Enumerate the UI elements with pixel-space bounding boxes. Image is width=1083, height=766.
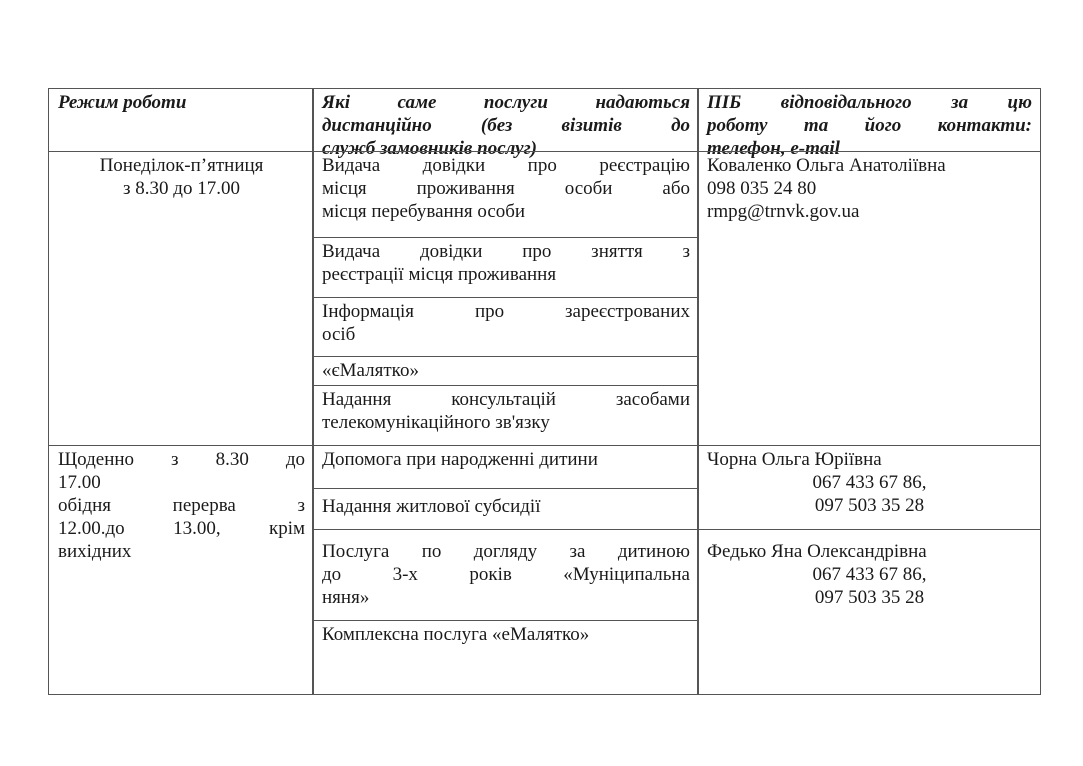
header-contact	[697, 88, 1041, 159]
row1-service-3	[312, 297, 699, 357]
service-line: Допомога при народженні дитини	[322, 449, 598, 470]
header-schedule-text: Режим роботи	[58, 92, 187, 113]
contact-name: Чорна Ольга Юріївна	[707, 449, 882, 470]
service-line: Надання консультацій засобами	[322, 389, 690, 410]
header-line: телефон, e-mail	[707, 138, 840, 159]
contact-phone: 097 503 35 28	[814, 587, 925, 608]
row1-service-2	[312, 237, 699, 298]
schedule-line: 17.00	[58, 472, 101, 493]
service-line: місця проживання особи або	[322, 178, 690, 199]
row1-service-4	[312, 356, 699, 386]
schedule-line: 12.00.до 13.00, крім	[58, 518, 305, 539]
schedule-line: з 8.30 до 17.00	[123, 178, 240, 199]
service-line: Послуга по догляду за дитиною	[322, 541, 690, 562]
header-services	[312, 88, 699, 159]
schedule-line: Щоденно з 8.30 до	[58, 449, 305, 470]
schedule-line: обідня перерва з	[58, 495, 305, 516]
contact-phone: 067 433 67 86,	[812, 564, 927, 585]
contact-email[interactable]: rmpg@trnvk.gov.ua	[707, 201, 860, 222]
contact-phone: 067 433 67 86,	[812, 472, 927, 493]
service-line: Надання житлової субсидії	[322, 496, 541, 517]
schedule-line: Понеділок-п’ятниця	[99, 155, 264, 176]
service-line: реєстрації місця проживання	[322, 264, 557, 285]
service-line: місця перебування особи	[322, 201, 526, 222]
row2-contact-2	[697, 529, 1041, 695]
service-line: Видача довідки про зняття з	[322, 241, 690, 262]
row1-contact	[697, 151, 1041, 446]
service-line: телекомунікаційного зв'язку	[322, 412, 550, 433]
service-line: няня»	[322, 587, 370, 608]
row2-service-3	[312, 529, 699, 621]
service-line: Комплексна послуга «еМалятко»	[322, 624, 590, 645]
service-line: осіб	[322, 324, 356, 345]
service-line: Видача довідки про реєстрацію	[322, 155, 690, 176]
schedule-line: вихідних	[58, 541, 132, 562]
row1-schedule	[48, 151, 314, 446]
service-line: до 3-х років «Муніципальна	[322, 564, 690, 585]
header-line: ПІБ відповідального за цю	[707, 92, 1032, 113]
header-line: роботу та його контакти:	[707, 115, 1032, 136]
header-line: дистанційно (без візитів до	[322, 115, 690, 136]
contact-name: Федько Яна Олександрівна	[707, 541, 927, 562]
header-line: служб замовників послуг)	[322, 138, 537, 159]
contact-phone: 098 035 24 80	[707, 178, 817, 199]
row2-service-2	[312, 488, 699, 530]
header-line: Які саме послуги надаються	[322, 92, 690, 113]
service-line: Інформація про зареєстрованих	[322, 301, 690, 322]
contact-name: Коваленко Ольга Анатоліївна	[707, 155, 946, 176]
row2-service-4	[312, 620, 699, 695]
row1-service-5	[312, 385, 699, 446]
header-schedule	[48, 88, 314, 152]
contact-phone: 097 503 35 28	[814, 495, 925, 516]
row2-schedule	[48, 445, 314, 695]
row2-service-1	[312, 445, 699, 489]
service-line: «єМалятко»	[322, 360, 419, 381]
row2-contact-1	[697, 445, 1041, 530]
row1-service-1	[312, 151, 699, 238]
